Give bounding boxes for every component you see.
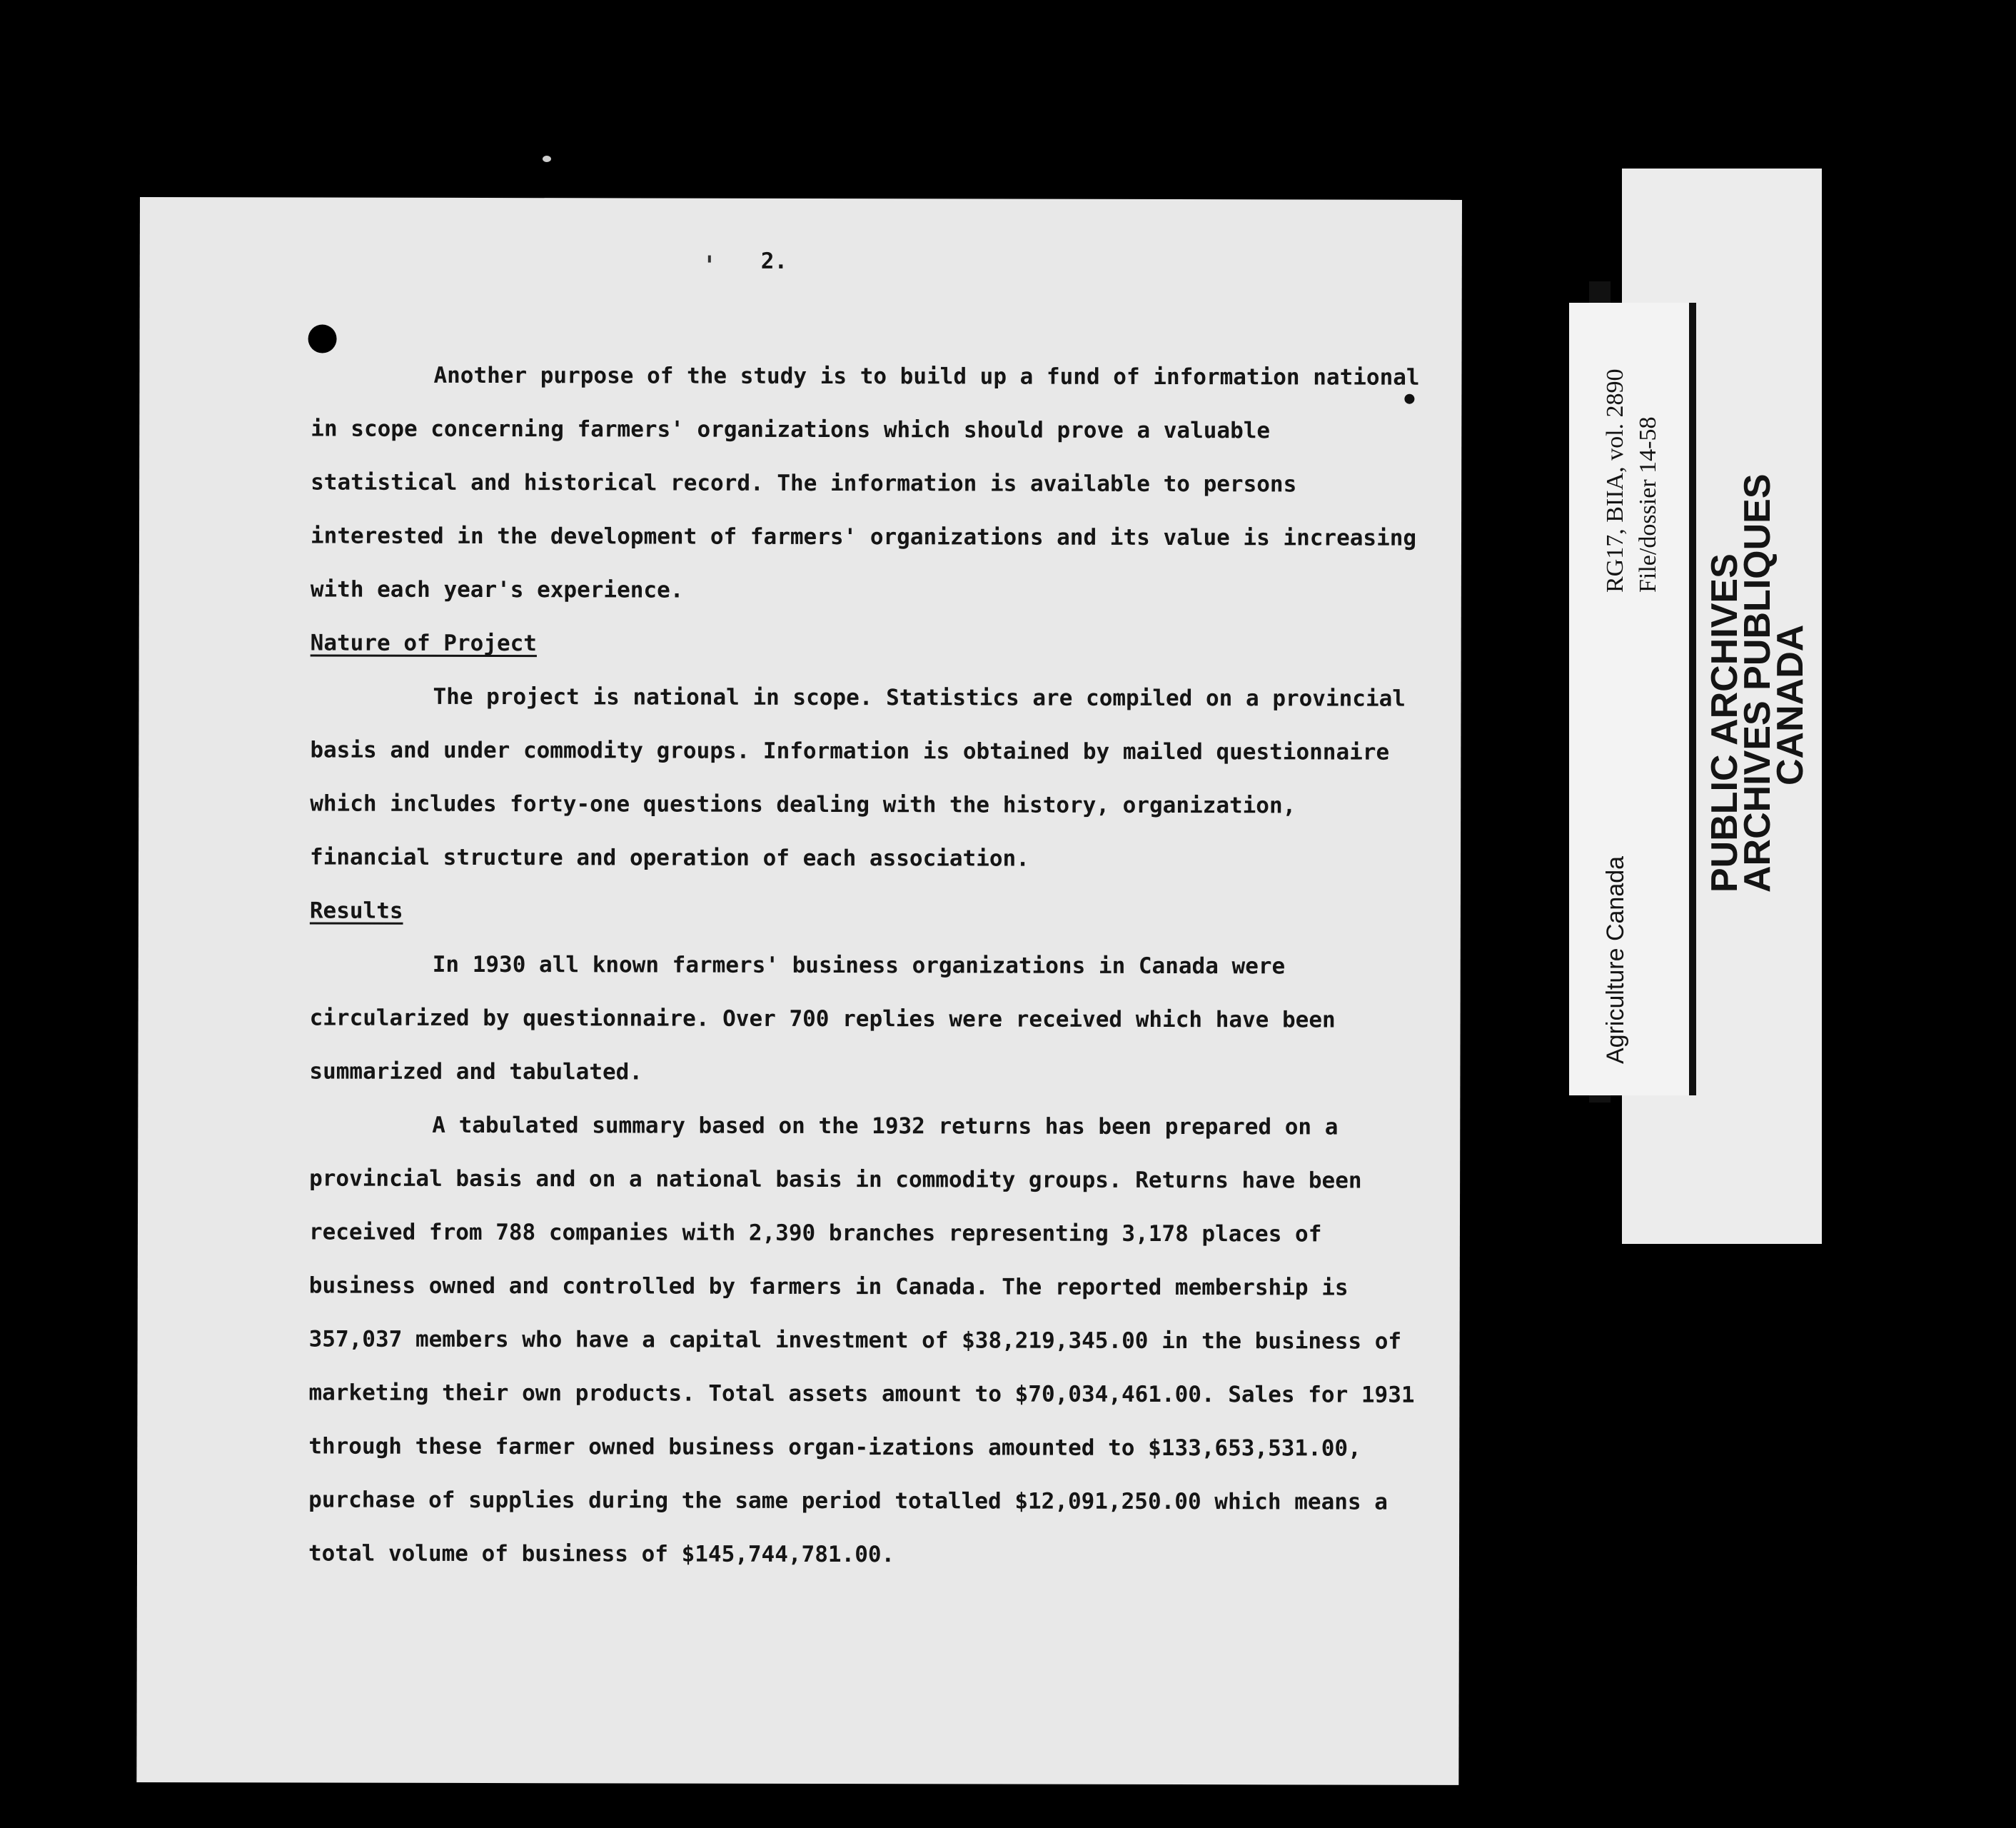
label-reference-line2: File/dossier 14-58 <box>1635 416 1661 593</box>
paragraph-results-1930: In 1930 all known farmers' business organizations in Canada were circularized by questionnaire. Over 700 replies were received which have been summarized and tabulated. <box>309 951 1349 1085</box>
typed-page <box>136 197 1462 1785</box>
label-department: Agriculture Canada <box>1602 855 1629 1064</box>
paragraph-purpose: Another purpose of the study is to build up a fund of information national in scope concerning farmers' organizations which should prove a valuable statistical and historical record. The information is available to persons interested in the development of farmers' organizations and its value is increasing with each year's experience. <box>310 362 1433 603</box>
label-stamp-line3: CANADA <box>1770 624 1811 785</box>
label-stamp-line1: PUBLIC ARCHIVES <box>1704 553 1745 893</box>
typed-body <box>308 349 1433 1583</box>
heading-nature-of-project: Nature of Project <box>310 630 538 657</box>
page-number: 2. <box>760 248 788 274</box>
paragraph-nature: The project is national in scope. Statistics are compiled on a provincial basis and under commodity groups. Information is obtained by mailed questionnaire which includes forty-one questions dealing with the history, organization, financial structure and operation of each association. <box>310 683 1419 872</box>
ink-mark <box>708 256 711 263</box>
archive-label-card <box>1569 303 1696 1095</box>
label-reference-line1: RG17, BIIA, vol. 2890 <box>1602 368 1628 593</box>
dust-speck <box>543 156 551 162</box>
label-stamp-line2: ARCHIVES PUBLIQUES <box>1737 473 1778 893</box>
heading-results: Results <box>309 898 403 924</box>
paragraph-results-1932: A tabulated summary based on the 1932 returns has been prepared on a provincial basis and on a national basis in commodity groups. Returns have been received from 788 companies with 2,390 branches representing 3,178 places of business owned and controlled by farmers in Canada. The reported membership is 357,037 members who have a capital investment of $38,219,345.00 in the business of marketing their own products. Total assets amount to $70,034,461.00. Sales for 1931 through these farmer owned business organ-izations amounted to $133,653,531.00, purchase of supplies during the same period totalled $12,091,250.00 which means a total volume of business of $145,744,781.00. <box>308 1112 1428 1568</box>
